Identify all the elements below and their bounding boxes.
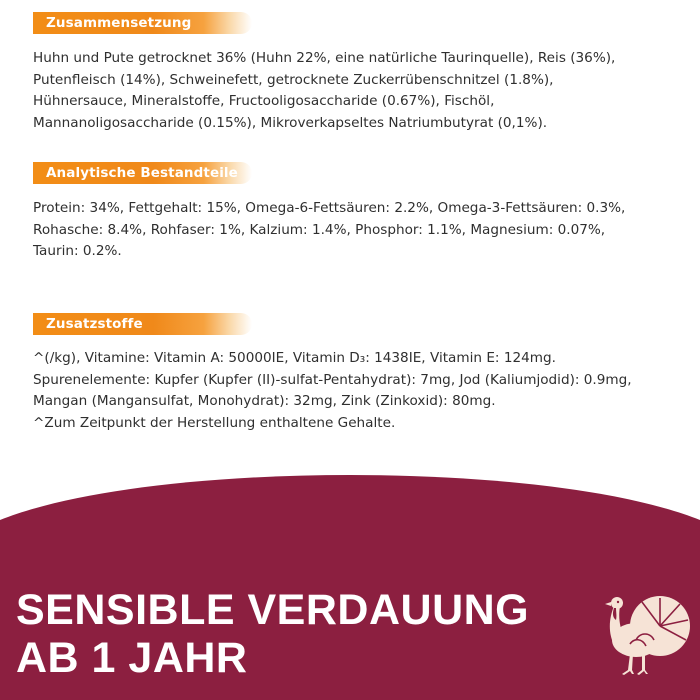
additives-line: Spurenelemente: Kupfer (Kupfer (II)-sulfat-Pentahydrat): 7mg, Jod (Kaliumjodid): 0.9mg, (33, 371, 632, 388)
additives-text (33, 348, 673, 434)
analytics-line: Protein: 34%, Fettgehalt: 15%, Omega-6-Fettsäuren: 2.2%, Omega-3-Fettsäuren: 0.3%, (33, 200, 626, 216)
additives-heading: Zusatzstoffe (46, 316, 143, 332)
banner-headline-line1: SENSIBLE VERDAUUNG (16, 586, 530, 634)
additives-line: ^(/kg), Vitamine: Vitamin A: 50000IE, Vitamin D₃: 1438IE, Vitamin E: 124mg. (33, 350, 556, 366)
composition-line: Putenfleisch (14%), Schweinefett, getrocknete Zuckerrübenschnitzel (1.8%), (33, 71, 554, 88)
composition-line: Hühnersauce, Mineralstoffe, Fructooligosaccharide (0.67%), Fischöl, (33, 93, 495, 109)
analytics-line: Rohasche: 8.4%, Rohfaser: 1%, Kalzium: 1.4%, Phosphor: 1.1%, Magnesium: 0.07%, (33, 221, 606, 238)
composition-line: Mannanoligosaccharide (0.15%), Mikroverkapseltes Natriumbutyrat (0,1%). (33, 114, 548, 131)
analytics-text (33, 198, 673, 263)
composition-heading: Zusammensetzung (46, 15, 192, 31)
turkey-icon (600, 590, 698, 680)
additives-heading-pill (33, 313, 252, 335)
analytics-heading: Analytische Bestandteile (46, 165, 238, 181)
composition-line: Huhn und Pute getrocknet 36% (Huhn 22%, eine natürliche Taurinquelle), Reis (36%), (33, 50, 616, 66)
additives-line: Mangan (Mangansulfat, Monohydrat): 32mg, Zink (Zinkoxid): 80mg. (33, 393, 496, 409)
composition-text (33, 48, 673, 134)
additives-line: ^Zum Zeitpunkt der Herstellung enthaltene Gehalte. (33, 414, 396, 431)
analytics-heading-pill (33, 162, 252, 184)
banner-headline (16, 586, 529, 682)
composition-heading-pill (33, 12, 252, 34)
banner-headline-line2: AB 1 JAHR (16, 634, 248, 682)
analytics-line: Taurin: 0.2%. (33, 243, 122, 259)
